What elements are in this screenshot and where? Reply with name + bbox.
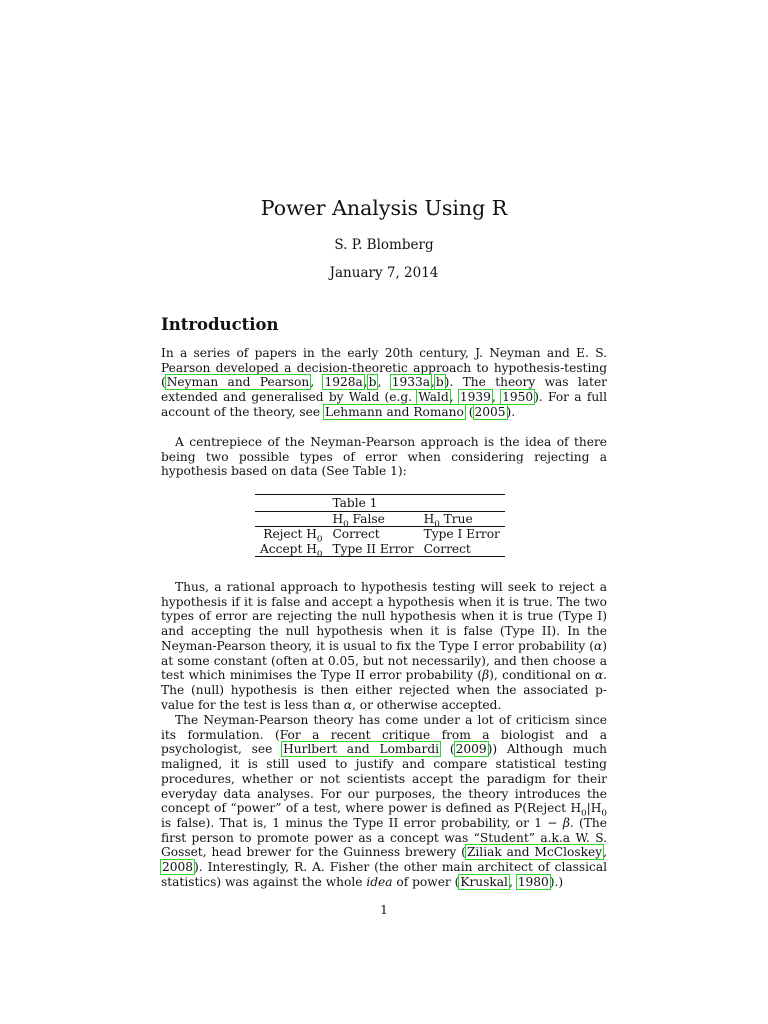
table-cell: Correct <box>332 527 380 542</box>
text: is false). That is, 1 minus the Type II error probability, or 1 − <box>161 815 563 830</box>
table-corner <box>255 495 327 512</box>
citation-link[interactable]: b <box>435 375 444 390</box>
text: ( <box>440 742 455 757</box>
citation-link[interactable]: 2008 <box>162 860 194 875</box>
citation-link[interactable]: b <box>368 375 377 390</box>
citation-link[interactable]: Hurlbert and Lombardi <box>283 742 440 757</box>
page-number: 1 <box>380 903 388 917</box>
table-cell: Type II Error <box>327 542 418 557</box>
text: ). For a full account of the theory, see <box>161 390 607 419</box>
text: , or otherwise accepted. <box>352 697 502 712</box>
text: , <box>508 874 517 889</box>
citation-link[interactable]: 2005 <box>474 404 506 419</box>
text: In a series of papers in the early 20th century, J. Neyman and E. S. Pearson developed a decision-theoretic approach to hypothesis-testing ( <box>161 346 607 390</box>
citation-link[interactable]: Kruskal <box>460 874 508 889</box>
text: . (The first person to promote power as a concept was “Student” a.k.a W. S. Gosset, head brewer for the Guinness brewery ( <box>161 815 607 860</box>
text: , <box>603 845 607 860</box>
citation-link[interactable]: Ziliak and McCloskey <box>466 845 603 860</box>
text: ) at some constant (often at 0.05, but not necessarily), and then choose a test which minimises the Type II error probability ( <box>161 638 607 683</box>
text: ). Interestingly, R. A. Fisher (the other main architect of classical statistics) was against the whole <box>161 860 607 889</box>
text: , <box>491 390 502 405</box>
subscript: 0 <box>581 808 587 819</box>
text: , <box>363 375 368 390</box>
paragraph-2: A centrepiece of the Neyman-Pearson approach is the idea of there being two possible types of error when considering rejecting a hypothesis based on data (See Table 1): <box>161 435 607 479</box>
table-cell: Type I Error <box>423 527 500 542</box>
citation-link[interactable]: Wald <box>418 390 449 405</box>
citation-link[interactable]: 1939 <box>459 390 491 405</box>
table-cell: Correct <box>419 542 505 557</box>
section-heading: Introduction <box>161 315 279 334</box>
text: , <box>377 375 391 390</box>
citation-link[interactable]: 1933a <box>391 375 430 390</box>
paper-page <box>161 0 607 1024</box>
author-name: S. P. Blomberg <box>334 237 434 253</box>
error-types-table <box>255 494 505 560</box>
paragraph-3 <box>161 580 607 712</box>
text: , <box>310 375 324 390</box>
table-caption: Table 1 <box>327 495 504 512</box>
citation-link[interactable]: Neyman and Pearson <box>166 375 310 390</box>
subscript: 0 <box>601 808 607 819</box>
alpha-symbol: α <box>343 697 352 712</box>
table-col-header: $H_0$ False <box>327 511 418 527</box>
citation-link[interactable]: 1950 <box>502 390 534 405</box>
text: . The (null) hypothesis is then either rejected when the associated p-value for the test is less than <box>161 668 608 712</box>
emphasis: idea <box>366 874 393 889</box>
text: Thus, a rational approach to hypothesis testing will seek to reject a hypothesis if it is false and accept a hypothesis when it is true. The two types of error are rejecting the null hypothesis when it is true (Type I) and accepting the null hypothesis when it is false (Type II). In the Neyman-Pearson theory, it is usual to fix the Type I error probability ( <box>161 580 607 653</box>
citation-link[interactable]: 1928a <box>324 375 363 390</box>
text: ).) <box>549 874 564 889</box>
beta-symbol: β <box>482 668 490 683</box>
table-row-header: Accept $H_0$ <box>255 542 327 557</box>
citation-link[interactable]: Lehmann and Romano <box>324 404 464 419</box>
text: ). The theory was later extended and generalised by Wald (e.g. <box>161 375 607 405</box>
text: , <box>449 390 459 405</box>
paper-date: January 7, 2014 <box>329 265 439 281</box>
text: ( <box>464 404 474 419</box>
text: The Neyman-Pearson theory has come under a lot of criticism since its formulation. (For a recent critique from a biologist and a psychologist, see <box>161 713 607 757</box>
citation-link[interactable]: 1980 <box>517 874 549 889</box>
paper-title: Power Analysis Using R <box>260 196 508 220</box>
text: ). <box>506 404 516 419</box>
table-col-header: $H_0$ True <box>419 511 505 527</box>
citation-link[interactable]: 2009 <box>455 742 487 757</box>
table-corner <box>255 511 327 527</box>
paragraph-4 <box>161 713 607 889</box>
beta-symbol: β <box>562 815 570 830</box>
table-row-header: Reject $H_0$ <box>263 527 323 545</box>
paragraph-1 <box>161 346 607 420</box>
alpha-symbol: α <box>594 638 603 653</box>
text: , <box>430 375 435 390</box>
text: ), conditional on <box>489 668 595 683</box>
alpha-symbol: α <box>594 668 604 683</box>
text: )) Although much maligned, it is still used to justify and compare statistical testing procedures, whether or not scientists accept the paradigm for their everyday data analyses. For our purposes, the theory introduces the concept of “power” of a test, where power is defined as P(Reject H <box>161 742 607 816</box>
text: of power ( <box>392 874 460 889</box>
text: |H <box>586 801 602 816</box>
